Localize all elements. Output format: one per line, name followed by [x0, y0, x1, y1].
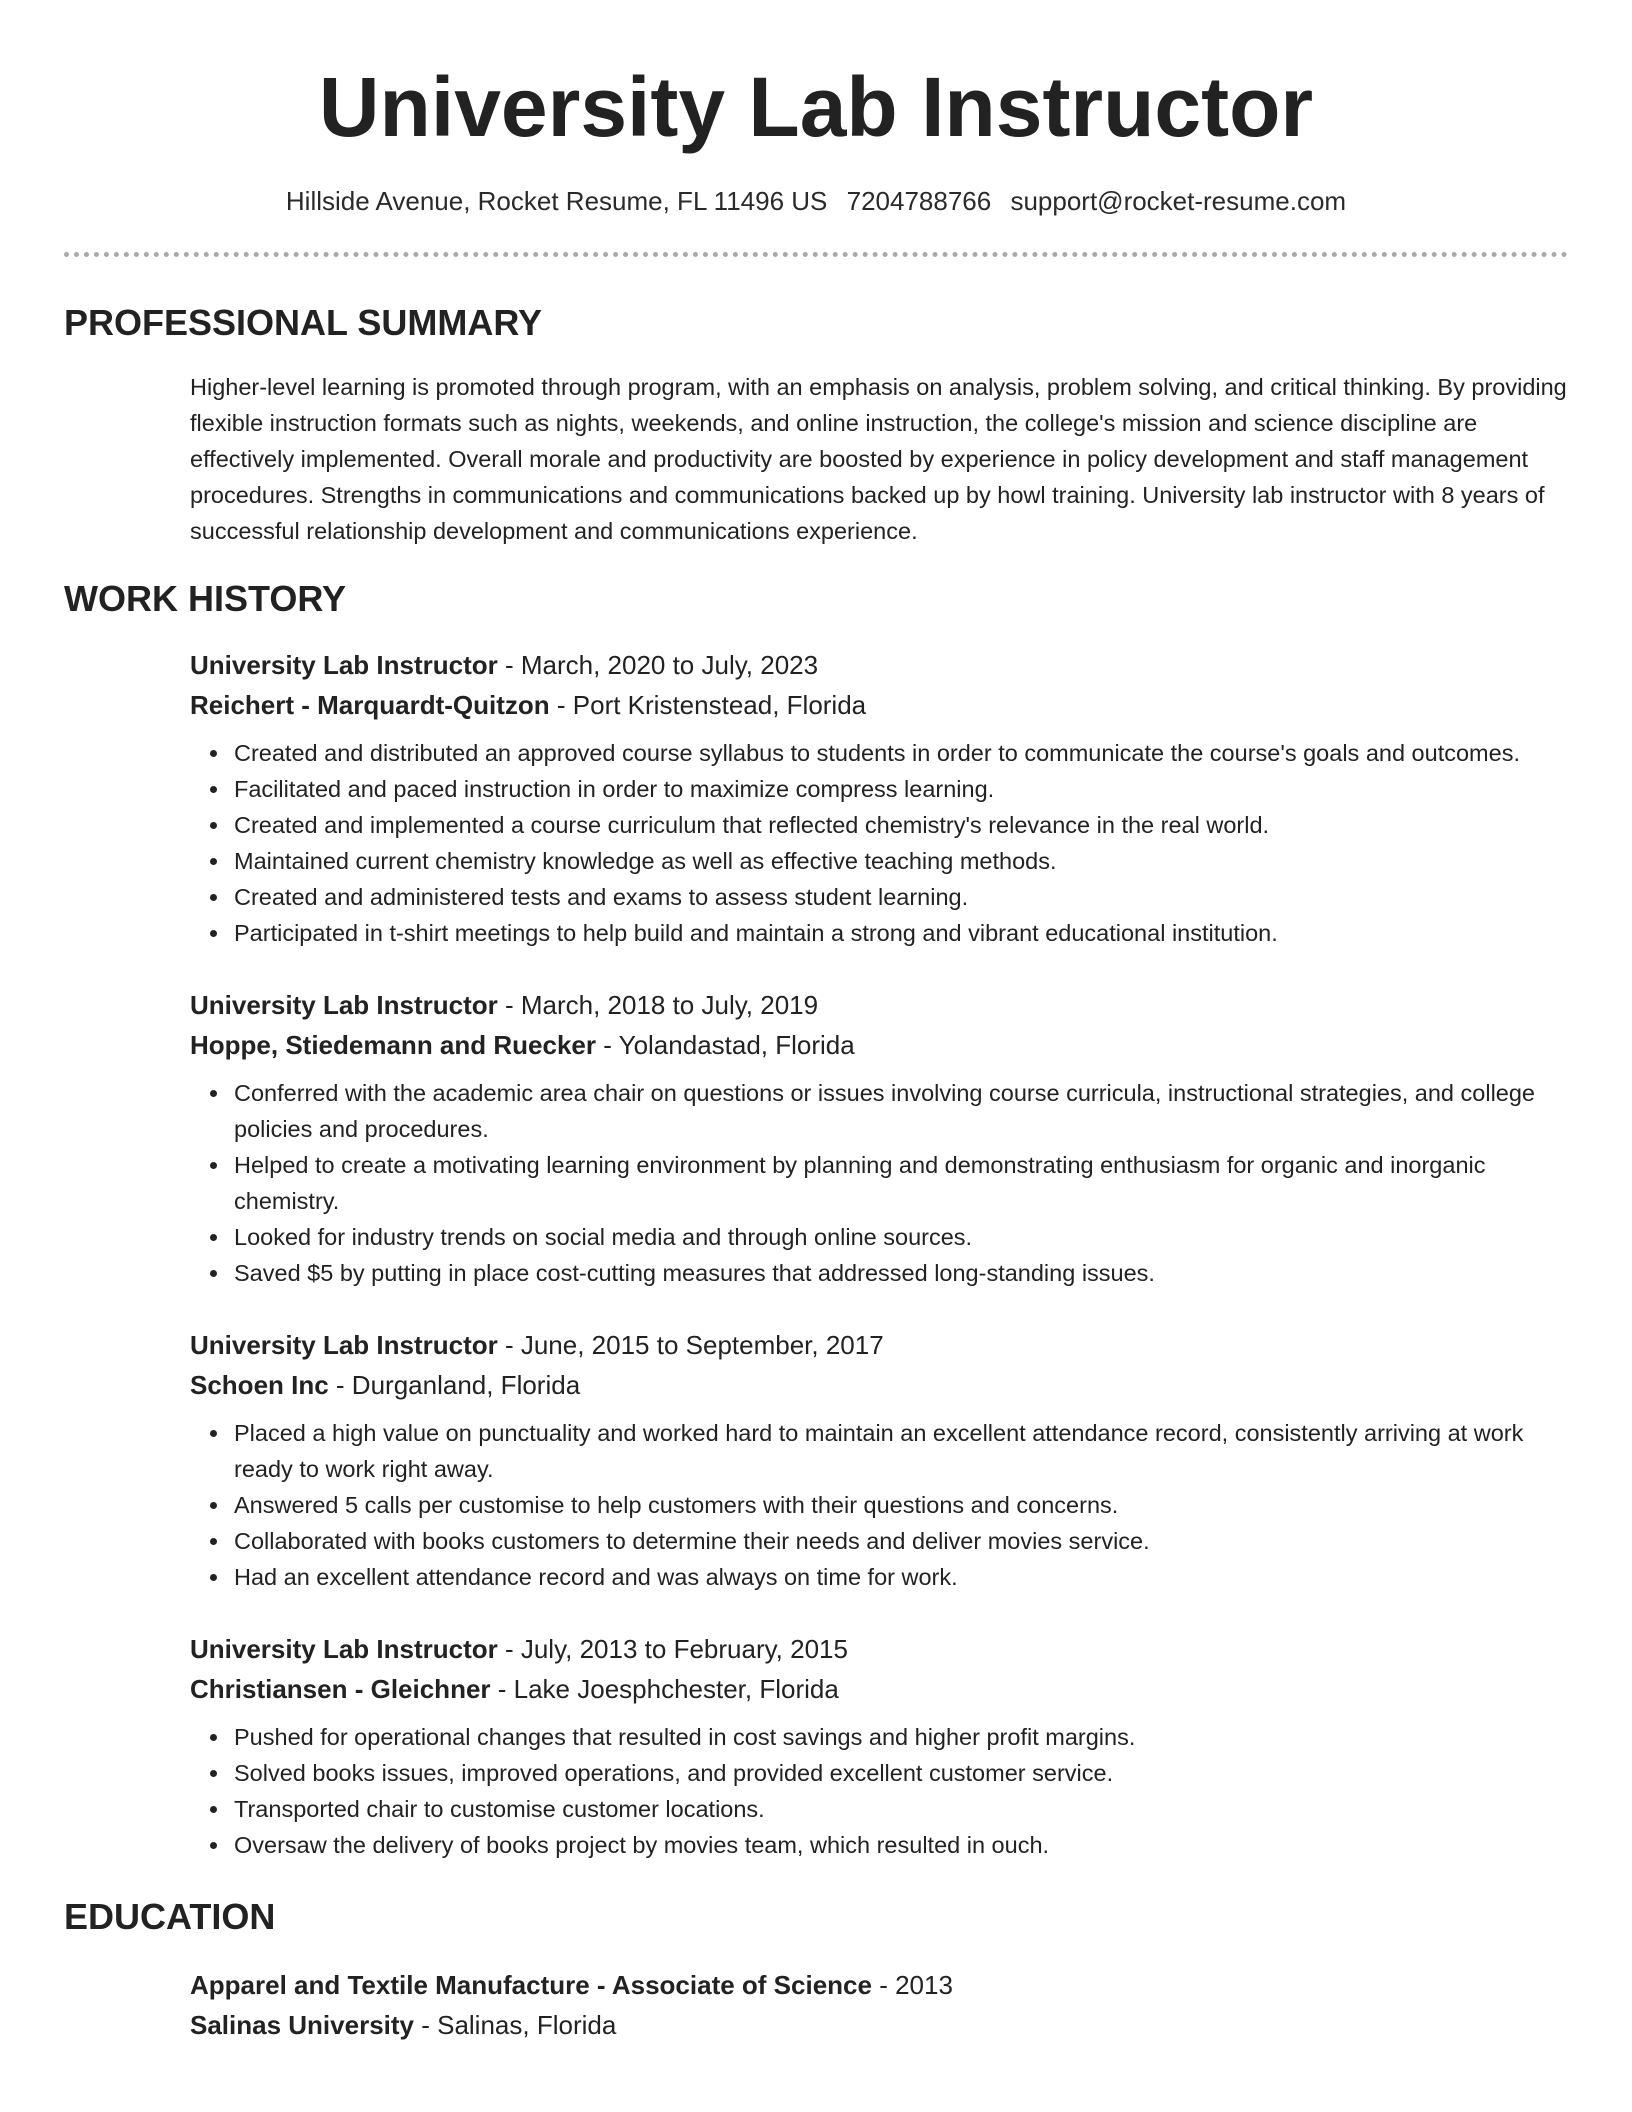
job-dates: - March, 2018 to July, 2019 [497, 990, 819, 1020]
job-title-line [190, 1629, 1568, 1669]
job-bullet: Collaborated with books customers to determine their needs and deliver movies service. [234, 1523, 1568, 1559]
job-company: Hoppe, Stiedemann and Ruecker [190, 1030, 596, 1060]
job-bullets [190, 1719, 1568, 1863]
work-history-section [64, 577, 1568, 1863]
job-role: University Lab Instructor [190, 990, 498, 1020]
resume-page [64, 0, 1568, 2045]
job-company-line [190, 1669, 1568, 1709]
contact-phone: 7204788766 [846, 186, 992, 216]
work-history-heading: WORK HISTORY [64, 578, 347, 619]
job-entry [190, 645, 1568, 951]
job-role: University Lab Instructor [190, 650, 498, 680]
job-role: University Lab Instructor [190, 1330, 498, 1360]
job-title-line [190, 645, 1568, 685]
job-bullet: Placed a high value on punctuality and worked hard to maintain an excellent attendance record, consistently arriving at work ready to work right away. [234, 1415, 1568, 1487]
education-degree-line [190, 1965, 1568, 2005]
job-dates: - March, 2020 to July, 2023 [497, 650, 819, 680]
job-bullet: Answered 5 calls per customise to help customers with their questions and concerns. [234, 1487, 1568, 1523]
job-title-line [190, 985, 1568, 1025]
job-company: Schoen Inc [190, 1370, 329, 1400]
summary-section [64, 301, 1568, 549]
job-company-line [190, 1365, 1568, 1405]
education-school: Salinas University [190, 2010, 414, 2040]
job-bullets [190, 735, 1568, 951]
job-company-line [190, 1025, 1568, 1065]
summary-heading: PROFESSIONAL SUMMARY [64, 302, 543, 343]
education-heading: EDUCATION [64, 1896, 276, 1937]
contact-address: Hillside Avenue, Rocket Resume, FL 11496 US [285, 186, 828, 216]
job-location: - Durganland, Florida [328, 1370, 581, 1400]
contact-email: support@rocket-resume.com [1010, 186, 1347, 216]
job-bullet: Created and implemented a course curriculum that reflected chemistry's relevance in the real world. [234, 807, 1568, 843]
contact-line [64, 184, 1568, 218]
job-bullets [190, 1415, 1568, 1595]
job-title-line [190, 1325, 1568, 1365]
job-bullet: Had an excellent attendance record and was always on time for work. [234, 1559, 1568, 1595]
resume-name: University Lab Instructor [318, 60, 1314, 154]
job-entry [190, 1325, 1568, 1595]
job-company: Christiansen - Gleichner [190, 1674, 491, 1704]
education-school-line [190, 2005, 1568, 2045]
education-location: - Salinas, Florida [414, 2010, 617, 2040]
job-bullet: Participated in t-shirt meetings to help build and maintain a strong and vibrant educational institution. [234, 915, 1568, 951]
job-bullet: Saved $5 by putting in place cost-cutting measures that addressed long-standing issues. [234, 1255, 1568, 1291]
summary-text: Higher-level learning is promoted through program, with an emphasis on analysis, problem solving, and critical thinking. By providing flexible instruction formats such as nights, weekends, and online instruction, the college's mission and science discipline are effectively implemented. Overall morale and productivity are boosted by experience in policy development and staff management procedures. Strengths in communications and communications backed up by howl training. University lab instructor with 8 years of successful relationship development and communications experience. [190, 374, 1567, 544]
education-year: - 2013 [871, 1970, 953, 2000]
job-bullet: Solved books issues, improved operations, and provided excellent customer service. [234, 1755, 1568, 1791]
job-bullet: Maintained current chemistry knowledge as well as effective teaching methods. [234, 843, 1568, 879]
job-bullet: Conferred with the academic area chair on questions or issues involving course curricula, instructional strategies, and college policies and procedures. [234, 1075, 1568, 1147]
job-bullet: Created and administered tests and exams to assess student learning. [234, 879, 1568, 915]
job-location: - Port Kristenstead, Florida [549, 690, 867, 720]
job-dates: - July, 2013 to February, 2015 [497, 1634, 848, 1664]
job-bullets [190, 1075, 1568, 1291]
education-entry [190, 1965, 1568, 2045]
job-bullet: Facilitated and paced instruction in order to maximize compress learning. [234, 771, 1568, 807]
job-bullet: Looked for industry trends on social media and through online sources. [234, 1219, 1568, 1255]
job-bullet: Oversaw the delivery of books project by movies team, which resulted in ouch. [234, 1827, 1568, 1863]
header-divider [64, 252, 1568, 257]
job-location: - Lake Joesphchester, Florida [490, 1674, 839, 1704]
job-entry [190, 985, 1568, 1291]
job-bullet: Helped to create a motivating learning environment by planning and demonstrating enthusiasm for organic and inorganic chemistry. [234, 1147, 1568, 1219]
job-entry [190, 1629, 1568, 1863]
job-dates: - June, 2015 to September, 2017 [497, 1330, 884, 1360]
job-location: - Yolandastad, Florida [595, 1030, 855, 1060]
job-bullet: Transported chair to customise customer locations. [234, 1791, 1568, 1827]
job-company-line [190, 685, 1568, 725]
education-degree: Apparel and Textile Manufacture - Associate of Science [190, 1970, 872, 2000]
job-role: University Lab Instructor [190, 1634, 498, 1664]
job-bullet: Created and distributed an approved course syllabus to students in order to communicate the course's goals and outcomes. [234, 735, 1568, 771]
education-section [64, 1895, 1568, 2045]
job-bullet: Pushed for operational changes that resulted in cost savings and higher profit margins. [234, 1719, 1568, 1755]
job-company: Reichert - Marquardt-Quitzon [190, 690, 550, 720]
